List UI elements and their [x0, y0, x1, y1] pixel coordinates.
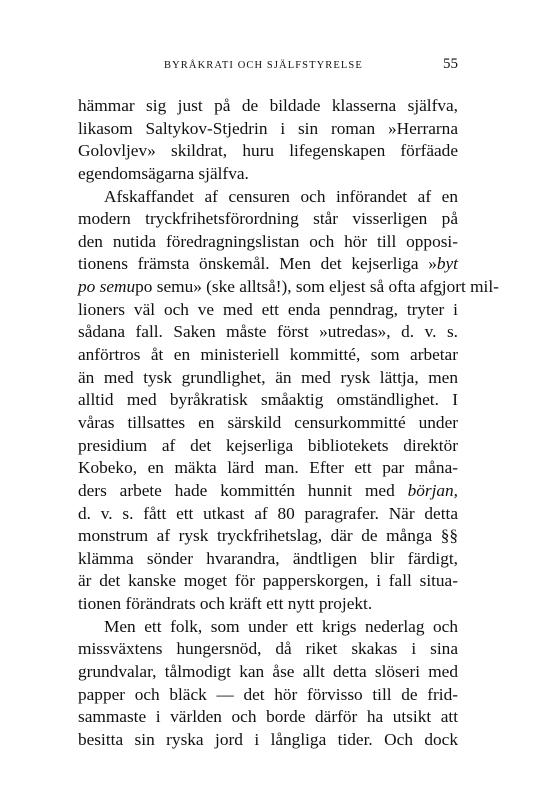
- paragraph-start-line: Afskaffandet af censuren och införandet af en: [104, 186, 458, 206]
- text-line: d. v. s. fått ett utkast af 80 paragrafer. När detta: [78, 503, 458, 523]
- paragraph-start-line: Men ett folk, som under ett krigs nederlag och: [104, 616, 458, 636]
- text-line: Golovljev» skildrat, huru lifegenskapen förfäade: [78, 141, 458, 161]
- italic-phrase: po semu: [78, 277, 136, 297]
- text-line: sammaste i världen och borde därför ha utsikt att: [78, 707, 458, 727]
- running-head: BYRÅKRATI OCH SJÄLFSTYRELSE: [164, 60, 363, 71]
- text-segment: tionens främsta önskemål. Men det kejserliga »: [78, 254, 437, 274]
- text-line: tionen förändrats och kräft ett nytt projekt.: [78, 594, 373, 614]
- text-line: papper och bläck — det hör förvisso till de frid-: [78, 684, 458, 704]
- body-text: [78, 95, 499, 752]
- text-line: den nutida föredragningslistan och hör till opposi-: [78, 231, 458, 251]
- italic-phrase: början,: [407, 480, 458, 500]
- text-segment: ders arbete hade kommittén hunnit med: [78, 480, 408, 500]
- page-number: 55: [443, 56, 458, 72]
- text-line: presidium af det kejserliga bibliotekets direktör: [78, 435, 458, 455]
- text-line: sådana fall. Saken måste först »utredas», d. v. s.: [78, 322, 458, 342]
- text-line: [78, 276, 499, 299]
- text-line: [78, 253, 458, 276]
- text-line: alltid med byråkratisk småaktig omständlighet. I: [78, 390, 458, 410]
- text-line: våras tillsattes en särskild censurkommitté under: [78, 412, 458, 432]
- text-line: anförtros åt en ministeriell kommitté, som arbetar: [78, 345, 458, 365]
- text-line: Kobeko, en mäkta lärd man. Efter ett par måna-: [78, 458, 458, 478]
- text-line: grundvalar, tålmodigt kan åse allt detta slöseri med: [78, 662, 458, 682]
- text-line: lioners väl och ve med ett enda penndrag, tryter i: [78, 299, 458, 319]
- text-line: besitta sin ryska jord i långliga tider. Och dock: [78, 729, 458, 749]
- text-line: är det kanske moget för papperskorgen, i fall situa-: [78, 571, 458, 591]
- text-line: egendomsägarna själfva.: [78, 163, 249, 183]
- text-line: modern tryckfrihetsförordning står visserligen på: [78, 209, 458, 229]
- text-line: klämma sönder hvarandra, ändtligen blir färdigt,: [78, 548, 458, 568]
- text-line: missväxtens hungersnöd, då riket skakas i sina: [78, 639, 458, 659]
- text-segment: po semu» (ske alltså!), som eljest så ofta afgjort mil-: [135, 277, 499, 297]
- text-line: hämmar sig just på de bildade klasserna själfva,: [78, 96, 458, 115]
- page-header: [78, 56, 458, 73]
- text-line: än med tysk grundlighet, än med rysk lättja, men: [78, 367, 458, 387]
- text-line: [78, 480, 458, 503]
- text-line: monstrum af rysk tryckfrihetslag, där de många §§: [78, 526, 458, 546]
- italic-phrase: byt: [436, 254, 458, 274]
- text-line: likasom Saltykov-Stjedrin i sin roman »Herrarna: [78, 118, 458, 138]
